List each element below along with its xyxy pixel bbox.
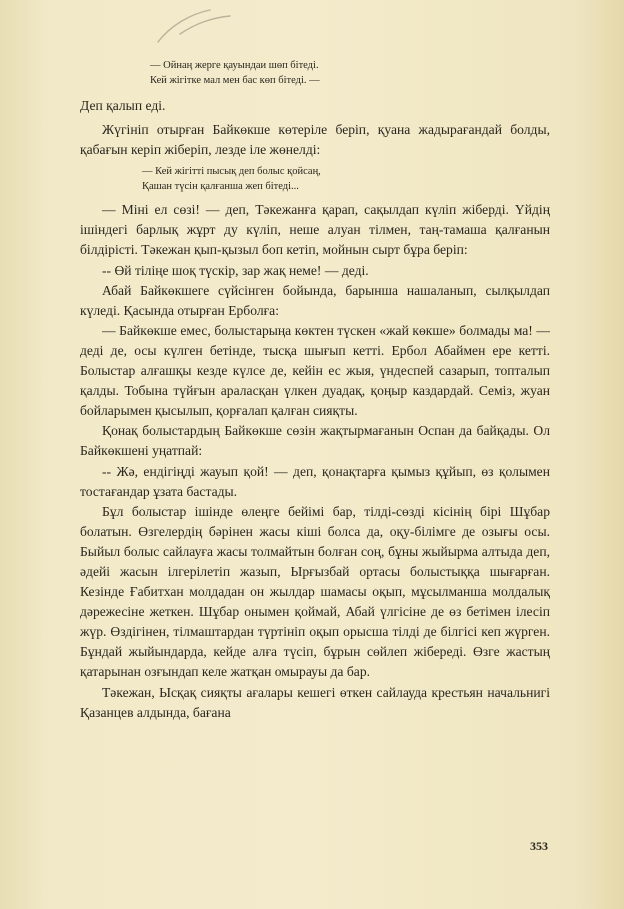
paragraph: Жүгініп отырған Байкөкше көтеріле беріп, қуана жадырағандай болды, қабағын керіп жіберіп, лезде іле жөнелді:	[80, 122, 550, 158]
paragraph: — Байкөкше емес, болыстарыңа көктен түскен «жай көкше» болмады ма! — деді де, осы күлген бетінде, тысқа шығып кетті. Ербол Абаймен ере кетті. Болыстар алғашқы кезде күлсе де, кейін ес жыя, үндеспей сазарып, топталып қалды. Тобына түйғын араласқан үлкен дуадақ, қоңыр каздардай. Семіз, жуан бойларымен қысылып, қорғалап қалған сияқты.	[80, 322, 550, 419]
epigraph-verse-2	[142, 164, 550, 194]
pencil-scribble	[150, 6, 240, 46]
paragraph: — Міні ел сөзі! — деп, Тәкежанға қарап, сақылдап күліп жіберді. Үйдің ішіндегі барлық жұрт ду күліп, неше алуан тілмен, таң-тамаша қалғанын білдірісті. Тәкежан қып-қызыл боп кетіп, мойнын сырт бұра беріп:	[80, 202, 550, 258]
verse-line: Кей жігітке мал мен бас көп бітеді. —	[150, 75, 320, 86]
paragraph: Деп қалып еді.	[80, 98, 166, 113]
verse-line: — Кей жігітті пысық деп болыс қойсаң,	[142, 166, 321, 178]
paragraph: Қонақ болыстардың Байкөкше сөзін жақтырмағанын Оспан да байқады. Ол Байкөкшені уңатпай:	[80, 423, 550, 459]
paragraph: Бұл болыстар ішінде өлеңге бейімі бар, тілді-сөзді кісінің бірі Шұбар болатын. Өзгелердің бәрінен жасы кіші болса да, оқу-білімге де озығы осы. Быйыл болыс сайлауға жасы толмайтын болған соң, бұны жыйырма алтыда деп, әдейі жасын ілгерілетіп жазып, Ырғызбай ортасы болыстыққа шығарған. Кезінде Ғабитхан молдадан он жылдар шамасы оқып, мұсылманша молдалық дәрежесіне жеткен. Шұбар онымен қоймай, Абай үлгісіне де өз бетімен ілесіп жүр. Өздігінен, тілмаштардан түртініп оқып орысша тілді де білгісі кеп жүрген. Бұндай жыйындарда, кейде алға түсіп, бұрын сөйлеп жібереді. Өзге жастың қатарынан озғындап келе жатқан омырауы да бар.	[80, 503, 550, 680]
paragraph: Тәкежан, Ысқақ сияқты ағалары кешегі өткен сайлауда крестьян начальнигі Қазанцев алдында, бағана	[80, 684, 550, 720]
verse-line: Қашан түсін қалғанша жеп бітеді...	[142, 181, 299, 193]
paragraph: -- Өй тіліңе шоқ түскір, зар жақ неме! — деді.	[102, 262, 369, 278]
text-block	[80, 58, 550, 723]
page-number: 353	[530, 839, 548, 853]
epigraph-verse-1	[150, 58, 550, 88]
verse-line: — Ойнаң жерге қауындаи шөп бітеді.	[150, 60, 319, 71]
paragraph: Абай Байкөкшеге сүйсінген бойында, барынша нашаланып, сылқылдап күледі. Қасында отырған Ерболға:	[80, 282, 550, 318]
paragraph: -- Жә, ендігіңді жауып қой! — деп, қонақтарға қымыз құйып, өз қолымен тостағандар ұзата бастады.	[80, 463, 550, 499]
